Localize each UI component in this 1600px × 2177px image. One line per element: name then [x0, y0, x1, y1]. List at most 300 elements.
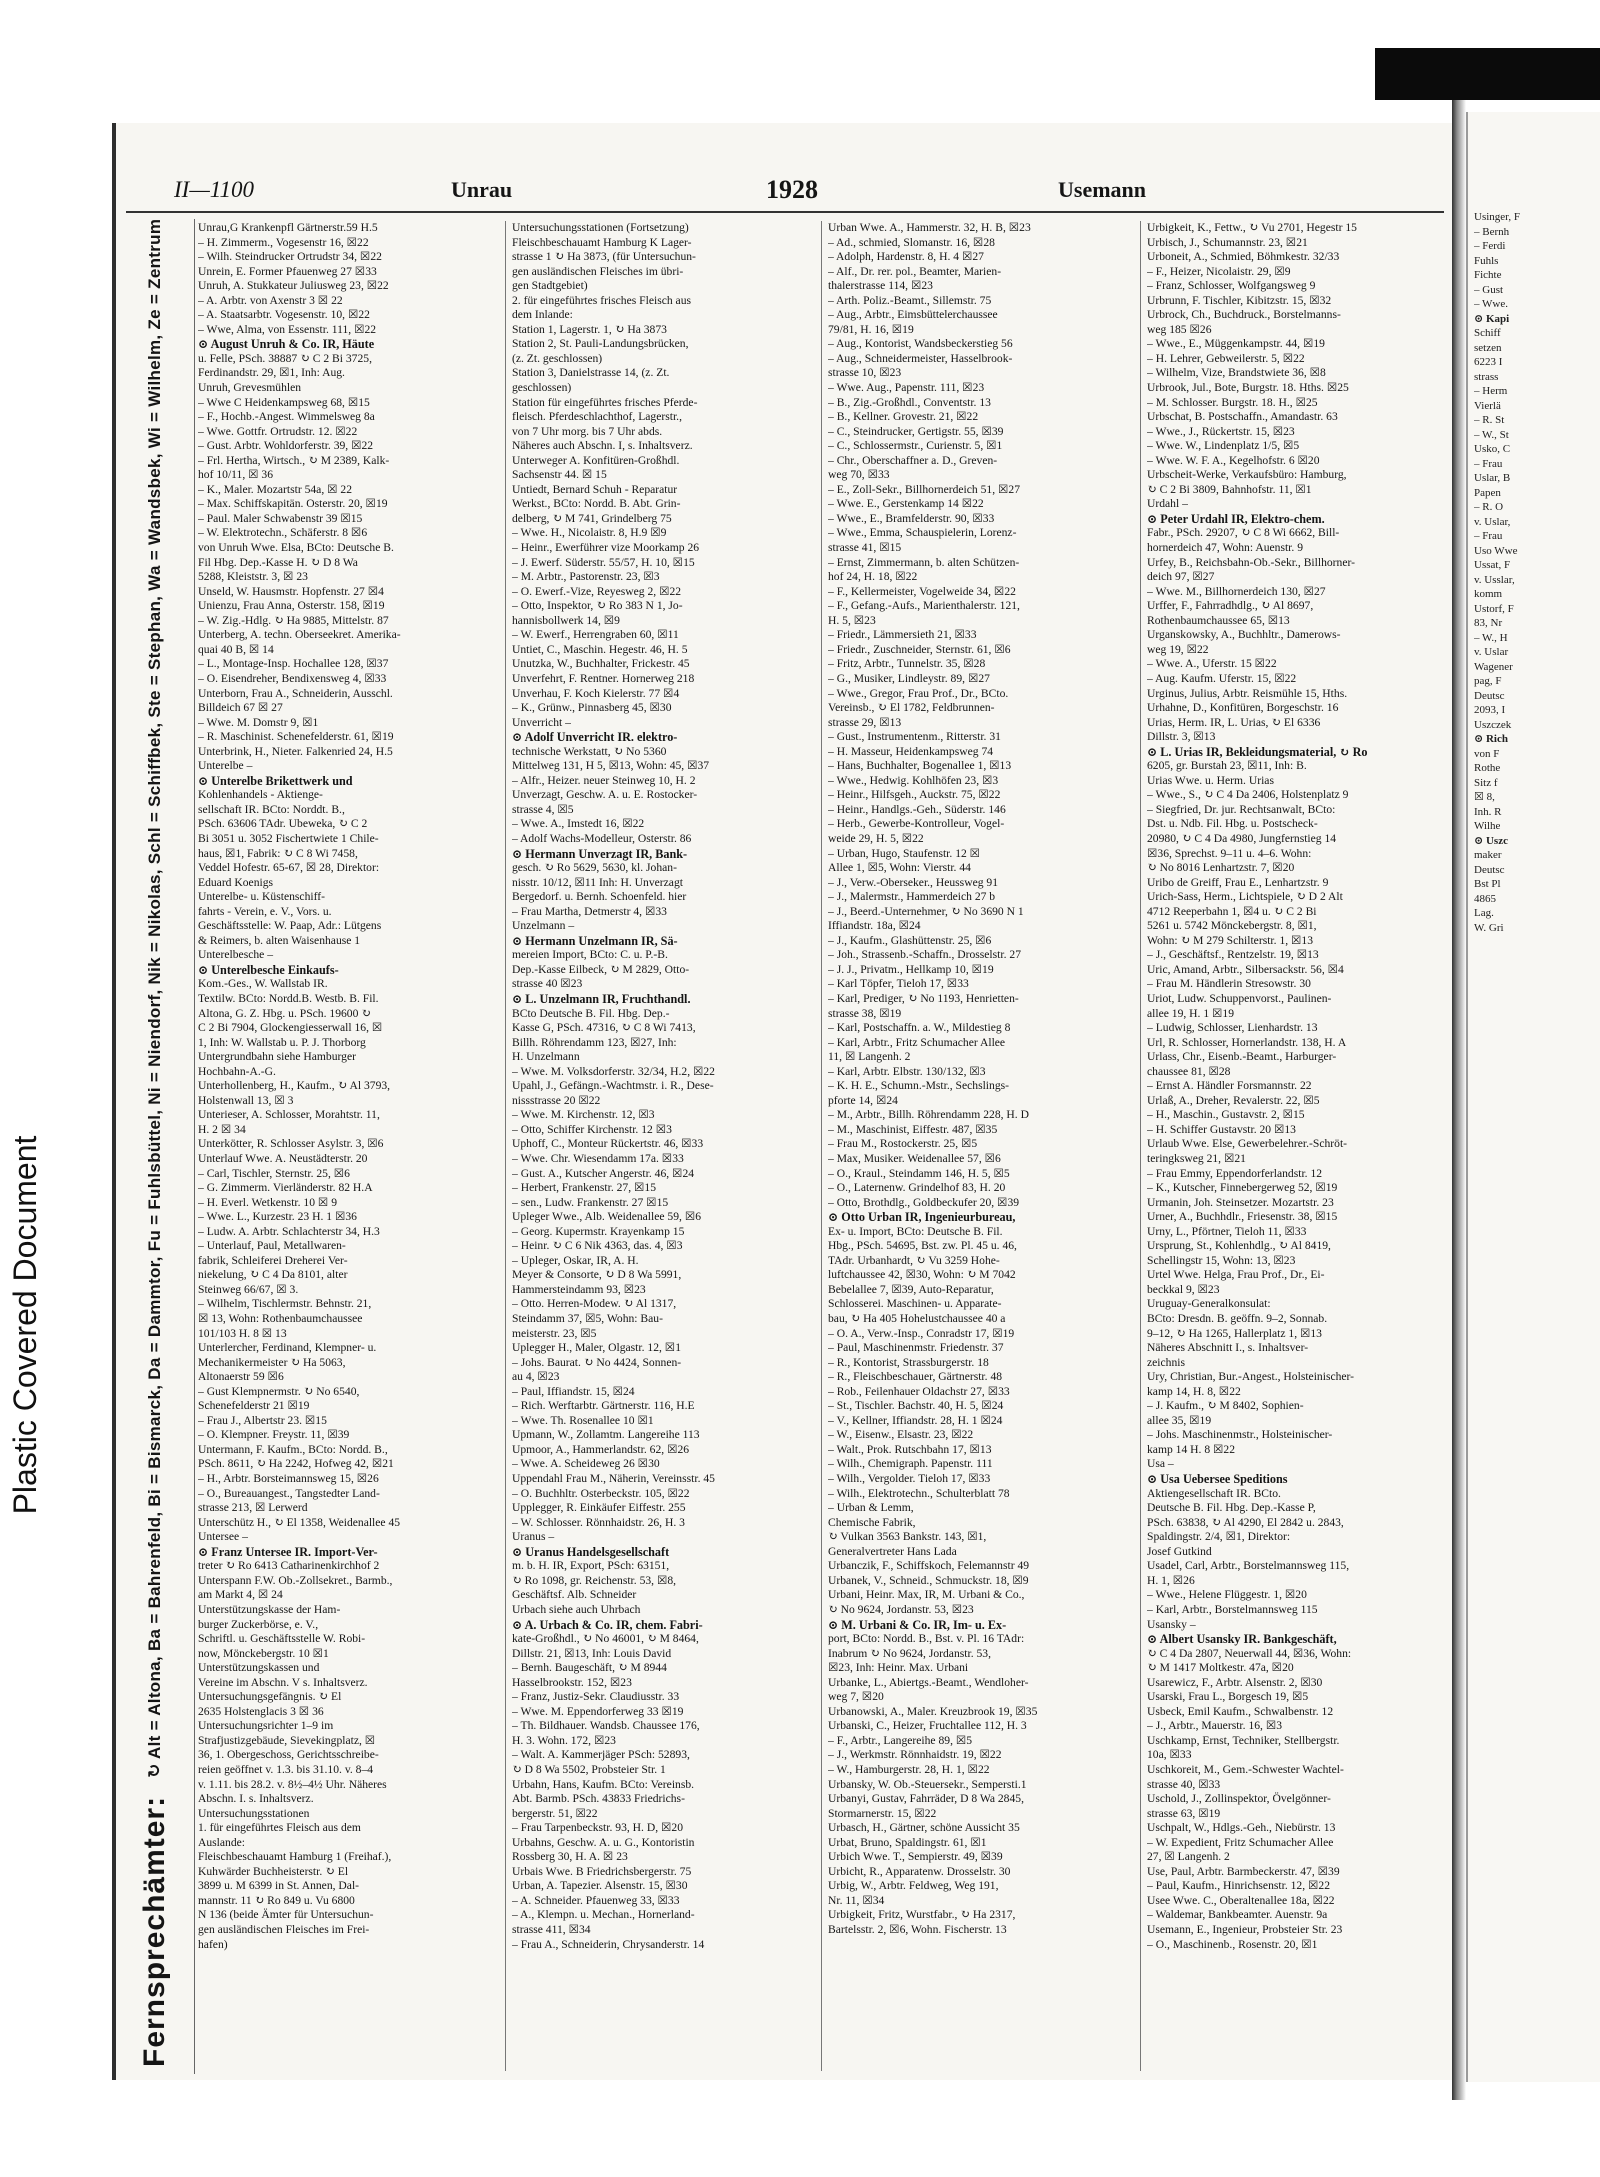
directory-entry: pforte 14, ☒24 — [828, 1093, 898, 1107]
directory-entry: – Paul, Iffiandstr. 15, ☒24 — [512, 1384, 635, 1398]
directory-entry: Upplegger, R. Einkäufer Eiffestr. 255 — [512, 1501, 686, 1515]
directory-entry: – B., Zig.-Großhdl., Conventstr. 13 — [828, 395, 991, 409]
directory-entry: gen ausländischen Fleisches im übri- — [512, 264, 684, 278]
directory-entry: Inabrum ↻ No 9624, Jordanstr. 53, — [828, 1646, 991, 1660]
directory-entry: – Bernh. Baugeschäft, ↻ M 8944 — [512, 1661, 667, 1675]
directory-entry: Urban, A. Tapezier. Alsenstr. 15, ☒30 — [512, 1879, 688, 1893]
directory-entry: – F., Hochb.-Angest. Wimmelsweg 8a — [198, 410, 375, 424]
directory-entry: – G., Musiker, Lindleystr. 89, ☒27 — [828, 671, 990, 685]
directory-entry: – O. Eisendreher, Bendixensweg 4, ☒33 — [198, 671, 387, 685]
directory-entry: – Karl, Prediger, ↻ No 1193, Henrietten- — [828, 991, 1019, 1005]
directory-entry: geschlossen) — [512, 381, 572, 395]
directory-entry: – Aug., Schneidermeister, Hasselbrook- — [828, 351, 1013, 365]
directory-entry: am Markt 4, ☒ 24 — [198, 1588, 283, 1602]
directory-entry: – K., Grünw., Pinnasberg 45, ☒30 — [512, 701, 672, 715]
directory-entry: – Arth. Poliz.-Beamt., Sillemstr. 75 — [828, 293, 992, 307]
directory-entry: strasse 41, ☒15 — [828, 541, 902, 555]
directory-entry: Unterlercher, Ferdinand, Klempner- u. — [198, 1341, 377, 1355]
directory-entry: ⊙ L. Unzelmann IR, Fruchthandl. — [512, 991, 691, 1006]
directory-entry: Use, Paul, Arbtr. Barmbeckerstr. 47, ☒39 — [1147, 1864, 1340, 1878]
directory-entry: – Otto, Brothdlg., Goldbeckufer 20, ☒39 — [828, 1195, 1020, 1209]
directory-entry: Dillstr. 3, ☒13 — [1147, 730, 1216, 744]
directory-entry: Urbig, W., Arbtr. Feldweg, Weg 191, — [828, 1879, 999, 1893]
directory-entry: ☒23, Inh: Heinr. Max. Urbani — [828, 1661, 969, 1675]
directory-entry: BCto: Dresdn. B. geöffn. 9–2, Sonnab. — [1147, 1312, 1328, 1326]
directory-entry: au 4, ☒23 — [512, 1370, 560, 1384]
directory-entry: Veddel Hofestr. 65-67, ☒ 28, Direktor: — [198, 861, 380, 875]
directory-entry: – Heinr., Ewerführer vize Moorkamp 26 — [512, 541, 700, 555]
directory-entry: – Wilhelm, Tischlermstr. Behnstr. 21, — [198, 1297, 372, 1311]
directory-entry: Fabr., PSch. 29207, ↻ C 8 Wi 6662, Bill- — [1147, 526, 1340, 540]
directory-entry: – H. Masseur, Heidenkampsweg 74 — [828, 744, 994, 758]
directory-entry: Uppendahl Frau M., Näherin, Vereinsstr. 45 — [512, 1472, 715, 1486]
directory-entry: port, BCto: Nordd. B., Bst. v. Pl. 16 TAdr: — [828, 1632, 1025, 1646]
directory-entry: Mittelweg 131, H 5, ☒13, Wohn: 45, ☒37 — [512, 759, 710, 773]
directory-entry: – Wwe. M. Volksdorferstr. 32/34, H.2, ☒22 — [512, 1064, 715, 1078]
directory-entry: – W., Hamburgerstr. 28, H. 1, ☒22 — [828, 1762, 990, 1776]
directory-entry: teringksweg 21, ☒21 — [1147, 1152, 1246, 1165]
directory-entry: Unverricht – — [512, 715, 571, 729]
column-divider — [505, 221, 506, 2071]
directory-entry: Fleischbeschauamt Hamburg 1 (Freihaf.), — [198, 1850, 392, 1864]
directory-entry: (z. Zt. geschlossen) — [512, 351, 603, 365]
directory-entry: Deutsche B. Fil. Hbg. Dep.-Kasse P, — [1147, 1501, 1316, 1515]
directory-entry: – Alfr., Heizer. neuer Steinweg 10, H. 2 — [512, 773, 696, 787]
directory-entry: – Adolf Wachs-Modelleur, Osterstr. 86 — [512, 831, 692, 845]
directory-entry: Unterbrink, H., Nieter. Falkenried 24, H.5 — [198, 744, 393, 758]
directory-entry: Unruh, A. Stukkateur Juliusweg 23, ☒22 — [198, 279, 389, 293]
next-page-fragment: pag, F — [1474, 675, 1502, 687]
directory-entry: strasse 29, ☒13 — [828, 715, 902, 729]
directory-entry: Billdeich 67 ☒ 27 — [198, 701, 283, 715]
directory-entry: Vereine im Abschn. V s. Inhaltsverz. — [198, 1675, 368, 1689]
directory-entry: strasse 10, ☒23 — [828, 366, 902, 380]
directory-entry: – G. Zimmerm. Vierländerstr. 82 H.A — [198, 1181, 373, 1195]
directory-entry: – J., Kaufm., Glashüttenstr. 25, ☒6 — [828, 933, 992, 947]
next-page-fragment: maker — [1474, 849, 1502, 861]
directory-entry: Textilw. BCto: Nordd.B. Westb. B. Fil. — [198, 991, 379, 1005]
directory-entry: – Fritz, Arbtr., Tunnelstr. 35, ☒28 — [828, 657, 986, 671]
directory-entry: ⊙ Franz Untersee IR. Import-Ver- — [198, 1544, 378, 1559]
directory-entry: – Th. Bildhauer. Wandsb. Chaussee 176, — [512, 1719, 700, 1733]
directory-entry: Altonaerstr 59 ☒6 — [198, 1370, 284, 1384]
directory-entry: weg 19, ☒22 — [1147, 642, 1209, 656]
directory-entry: 11, ☒ Langenh. 2 — [828, 1050, 911, 1064]
directory-entry: bergerstr. 51, ☒22 — [512, 1806, 598, 1820]
directory-entry: – Frau Martha, Detmerstr 4, ☒33 — [512, 904, 667, 918]
directory-entry: Dst. u. Ndb. Fil. Hbg. u. Postscheck- — [1147, 817, 1318, 831]
directory-entry: Geschäftsstelle: W. Paap, Adr.: Lütgens — [198, 919, 382, 933]
next-page-fragment: v. Uslar — [1474, 646, 1509, 658]
next-page-fragment: Fichte — [1474, 269, 1502, 281]
directory-entry: – M., Maschinist, Eiffestr. 487, ☒35 — [828, 1122, 998, 1136]
directory-entry: Strafjustizgebäude, Sievekingplatz, ☒ — [198, 1733, 376, 1747]
directory-entry: – Georg. Kupermstr. Krayenkamp 15 — [512, 1224, 685, 1238]
directory-entry: – J. J., Privatm., Hellkamp 10, ☒19 — [828, 962, 994, 976]
directory-entry: Usadel, Carl, Arbtr., Borstelmannsweg 115, — [1147, 1559, 1350, 1573]
directory-entry: Kohlenhandels - Aktienge- — [198, 788, 323, 802]
directory-entry: Untermann, F. Kaufm., BCto: Nordd. B., — [198, 1442, 388, 1456]
next-page-fragment: Usko, C — [1474, 443, 1511, 455]
next-page-fragment: Usinger, F — [1474, 211, 1521, 223]
directory-entry: H. 1, ☒26 — [1147, 1573, 1195, 1587]
directory-entry: 4712 Reeperbahn 1, ☒4 u. ↻ C 2 Bi — [1147, 904, 1317, 918]
directory-entry: ⊙ Uranus Handelsgesellschaft — [512, 1544, 670, 1559]
directory-entry: & Reimers, b. alten Waisenhause 1 — [198, 933, 361, 947]
directory-entry: Uranus – — [512, 1530, 555, 1544]
directory-entry: – Wilhelm, Vize, Brandstwiete 36, ☒8 — [1147, 366, 1326, 380]
directory-entry: – Wwe., Emma, Schauspielerin, Lorenz- — [828, 526, 1017, 540]
directory-entry: Uschold, J., Zollinspektor, Övelgönner- — [1147, 1792, 1331, 1806]
directory-entry: – Wwe. A., Imstedt 16, ☒22 — [512, 817, 645, 831]
directory-entry: strasse 40 ☒23 — [512, 977, 583, 991]
directory-entry: 1. für eingeführtes Fleisch aus dem — [198, 1821, 361, 1835]
directory-entry: Urbigkeit, Fritz, Wurstfabr., ↻ Ha 2317, — [828, 1908, 1016, 1922]
directory-entry: weide 29, H. 5, ☒22 — [828, 831, 924, 845]
directory-entry: – Max. Schiffskapitän. Osterstr. 20, ☒19 — [198, 497, 388, 511]
directory-entry: Urbscheit-Werke, Verkaufsbüro: Hamburg, — [1147, 468, 1347, 482]
directory-entry: – Herb., Gewerbe-Kontrolleur, Vogel- — [828, 817, 1005, 831]
directory-entry: Urganskowsky, A., Buchhltr., Damerows- — [1147, 628, 1341, 642]
directory-entry: ↻ C 2 Bi 3809, Bahnhofstr. 11, ☒1 — [1147, 482, 1312, 496]
directory-entry: Meyer & Consorte, ↻ D 8 Wa 5991, — [512, 1268, 682, 1282]
directory-entry: – V., Kellner, Iffiandstr. 28, H. 1 ☒24 — [828, 1413, 1003, 1427]
directory-entry: – Gust. Arbtr. Wohldorferstr. 39, ☒22 — [198, 439, 374, 453]
directory-entry: fabrik, Schleiferei Dreherei Ver- — [198, 1253, 348, 1267]
directory-entry: – Wwe, Alma, von Essenstr. 111, ☒22 — [198, 322, 377, 336]
directory-entry: – J., Arbtr., Mauerstr. 16, ☒3 — [1147, 1719, 1283, 1733]
directory-entry: Untersee – — [198, 1530, 248, 1544]
directory-entry: chaussee 81, ☒28 — [1147, 1064, 1231, 1078]
directory-entry: – Frau Tarpenbeckstr. 93, H. D, ☒20 — [512, 1821, 684, 1835]
next-page-fragment: – Herm — [1474, 385, 1508, 397]
directory-entry: – C., Steindrucker, Gertigstr. 55, ☒39 — [828, 424, 1004, 438]
directory-entry: – Johs. Baurat. ↻ No 4424, Sonnen- — [512, 1355, 682, 1369]
directory-entry: Vereinsb., ↻ El 1782, Feldbrunnen- — [828, 701, 995, 715]
directory-entry: Unterstützungskassen und — [198, 1661, 320, 1675]
directory-entry: haus, ☒1, Fabrik: ↻ C 8 Wi 7458, — [198, 846, 358, 860]
directory-entry: Urny, L., Pförtner, Tieloh 11, ☒33 — [1147, 1224, 1307, 1238]
directory-entry: Untersuchungsstationen (Fortsetzung) — [512, 221, 689, 234]
directory-entry: Unterlauf Wwe. A. Neustädterstr. 20 — [198, 1152, 368, 1165]
directory-entry: Upahl, J., Gefängn.-Wachtmstr. i. R., Dese- — [512, 1079, 714, 1093]
directory-entry: – Heinr., Hilfsgeh., Auckstr. 75, ☒22 — [828, 788, 1001, 802]
directory-entry: – Ernst, Zimmermann, b. alten Schützen- — [828, 555, 1020, 569]
directory-entry: Bartelsstr. 2, ☒6, Wohn. Fischerstr. 13 — [828, 1922, 1007, 1936]
directory-entry: Schenefelderstr 21 ☒19 — [198, 1399, 310, 1413]
directory-entry: Kasse G, PSch. 47316, ↻ C 8 Wi 7413, — [512, 1021, 696, 1035]
directory-entry: von Unruh Wwe. Elsa, BCto: Deutsche B. — [198, 541, 394, 555]
directory-entry: Urmanin, Joh. Steinsetzer. Mozartstr. 23 — [1147, 1195, 1334, 1209]
directory-entry: – Urban & Lemm, — [828, 1501, 914, 1515]
column-divider — [821, 221, 822, 2071]
directory-entry: Ferdinandstr. 29, ☒1, Inh: Aug. — [198, 366, 345, 380]
directory-entry: H. 3. Wohn. 172, ☒23 — [512, 1733, 616, 1747]
directory-entry: Unverhau, F. Koch Kielerstr. 77 ☒4 — [512, 686, 680, 700]
directory-entry: Josef Gutkind — [1147, 1544, 1212, 1558]
directory-entry: – B., Kellner. Grovestr. 21, ☒22 — [828, 410, 979, 424]
directory-entry: Uschpalt, W., Hdlgs.-Geh., Niebürstr. 13 — [1147, 1821, 1336, 1835]
directory-entry: – A. Schneider. Pfauenweg 33, ☒33 — [512, 1893, 680, 1907]
directory-entry: Untersuchungsstationen — [198, 1806, 310, 1820]
directory-entry: Holstenwall 13, ☒ 3 — [198, 1093, 294, 1107]
directory-entry: – E., Zoll-Sekr., Billhornerdeich 51, ☒27 — [828, 482, 1020, 496]
directory-entry: – Chr., Oberschaffner a. D., Greven- — [828, 453, 998, 467]
directory-entry: – M., Arbtr., Billh. Röhrendamm 228, H. D — [828, 1108, 1029, 1122]
directory-entry: – Wilh. Steindrucker Ortrudstr 34, ☒22 — [198, 250, 382, 264]
directory-entry: Unutzka, W., Buchhalter, Frickestr. 45 — [512, 657, 690, 671]
directory-entry: ↻ M 1417 Moltkestr. 47a, ☒20 — [1147, 1661, 1294, 1675]
directory-entry: Rothenbaumchaussee 65, ☒13 — [1147, 613, 1290, 627]
directory-entry: hornerdeich 47, Wohn: Auenstr. 9 — [1147, 541, 1303, 555]
directory-entry: 9–12, ↻ Ha 1265, Hallerplatz 1, ☒13 — [1147, 1326, 1322, 1340]
directory-entry: allee 35, ☒19 — [1147, 1413, 1212, 1427]
directory-entry: Unterieser, A. Schlosser, Morahtstr. 11, — [198, 1108, 380, 1122]
directory-entry: – Wwe. E., Gerstenkamp 14 ☒22 — [828, 497, 984, 511]
directory-entry: Urbanke, L., Abiertgs.-Beamt., Wendloher- — [828, 1675, 1029, 1689]
directory-entry: Schlosserei. Maschinen- u. Apparate- — [828, 1297, 1002, 1311]
directory-entry: Dillstr. 21, ☒13, Inh: Louis David — [512, 1646, 672, 1660]
next-page-fragment: Bst Pl — [1474, 878, 1501, 890]
column-divider — [1140, 221, 1141, 2071]
next-page-fragment: – Frau — [1474, 457, 1503, 470]
directory-entry: meisterstr. 23, ☒5 — [512, 1326, 597, 1340]
directory-entry: – Friedr., Lämmersieth 21, ☒33 — [828, 628, 977, 642]
directory-entry: Urbanyi, Gustav, Fahrräder, D 8 Wa 2845, — [828, 1792, 1024, 1806]
directory-entry: Allee 1, ☒5, Wohn: Vierstr. 44 — [828, 861, 971, 875]
directory-entry: – W. Zig.-Hdlg. ↻ Ha 9885, Mittelstr. 87 — [198, 613, 389, 627]
directory-entry: – St., Tischler. Bachstr. 40, H. 5, ☒24 — [828, 1399, 1004, 1413]
directory-entry: Chemische Fabrik, — [828, 1515, 916, 1529]
directory-entry: ⊙ Albert Usansky IR. Bankgeschäft, — [1147, 1632, 1337, 1647]
directory-entry: Hochbahn-A.-G. — [198, 1064, 276, 1078]
directory-entry: Unterelbesche – — [198, 948, 274, 962]
directory-entry: Unterstützungskasse der Ham- — [198, 1602, 341, 1616]
directory-entry: – Herbert, Frankenstr. 27, ☒15 — [512, 1181, 657, 1195]
directory-entry: ⊙ Otto Urban IR, Ingenieurbureau, — [828, 1210, 1016, 1225]
directory-entry: – J., Werkmstr. Rönnhaidstr. 19, ☒22 — [828, 1748, 1002, 1762]
directory-entry: fleisch. Pferdeschlachthof, Lagerstr., — [512, 410, 682, 424]
next-page-fragment: 83, Nr — [1474, 617, 1503, 629]
header-year: 1928 — [766, 175, 818, 204]
directory-entry: – J., Geschäftsf., Rentzelstr. 19, ☒13 — [1147, 948, 1319, 962]
directory-entry: Urbach siehe auch Uhrbach — [512, 1602, 641, 1616]
directory-entry: Urbahns, Geschw. A. u. G., Kontoristin — [512, 1835, 695, 1849]
directory-entry: Uschkamp, Ernst, Techniker, Stellbergstr. — [1147, 1733, 1340, 1747]
directory-entry: Nr. 11, ☒34 — [828, 1893, 885, 1907]
directory-entry: – M. Schlosser. Burgstr. 18. H., ☒25 — [1147, 395, 1318, 409]
directory-entry: ⊙ Peter Urdahl IR, Elektro-chem. — [1147, 511, 1325, 526]
directory-entry: – H. Lehrer, Gebweilerstr. 5, ☒22 — [1147, 351, 1305, 365]
directory-entry: gesch. ↻ Ro 5629, 5630, kl. Johan- — [512, 861, 677, 875]
header-first-name: Unrau — [451, 177, 513, 202]
directory-entry: Spaldingstr. 2/4, ☒1, Direktor: — [1147, 1530, 1291, 1544]
directory-entry: – Wwe. W., Lindenplatz 1/5, ☒5 — [1147, 439, 1300, 453]
directory-entry: niekelung, ↻ C 4 Da 8101, alter — [198, 1268, 348, 1282]
directory-entry: – Paul, Kaufm., Hinrichsenstr. 12, ☒22 — [1147, 1879, 1330, 1893]
directory-entry: – Joh., Strassenb.-Schaffn., Drosselstr. 27 — [828, 948, 1022, 962]
next-page-fragment: – Wwe. — [1474, 298, 1509, 310]
directory-entry: – Friedr., Zuschneider, Sternstr. 61, ☒6 — [828, 642, 1011, 656]
directory-entry: – R., Kontorist, Strassburgerstr. 18 — [828, 1355, 989, 1369]
directory-entry: – Wwe. M. Eppendorferweg 33 ☒19 — [512, 1704, 684, 1718]
directory-entry: Unverzagt, Geschw. A. u. E. Rostocker- — [512, 788, 698, 802]
directory-entry: Uruguay-Generalkonsulat: — [1147, 1297, 1271, 1311]
directory-entry: – J., Verw.-Oberseker., Heussweg 91 — [828, 875, 999, 889]
directory-entry: Uribo de Greiff, Frau E., Lenhartzstr. 9 — [1147, 875, 1329, 889]
directory-entry: Unterspann F.W. Ob.-Zollsekret., Barmb., — [198, 1573, 393, 1587]
directory-entry: – Unterlauf, Paul, Metallwaren- — [198, 1239, 346, 1253]
directory-entry: Unverfehrt, F. Rentner. Hornerweg 218 — [512, 671, 695, 685]
directory-entry: dem Inlande: — [512, 308, 573, 322]
directory-entry: – Rich. Werftarbtr. Gärtnerstr. 116, H.E — [512, 1399, 695, 1413]
directory-entry: Upmoor, A., Hammerlandstr. 62, ☒26 — [512, 1442, 690, 1456]
directory-entry: ☒36, Sprechst. 9–11 u. 4–6. Wohn: — [1147, 846, 1312, 860]
directory-entry: Uriot, Ludw. Schuppenvorst., Paulinen- — [1147, 991, 1332, 1005]
next-page-fragment: Lag. — [1474, 907, 1494, 919]
directory-entry: – O., Bureauangest., Tangstedter Land- — [198, 1486, 380, 1500]
directory-entry: – Wwe. Aug., Papenstr. 111, ☒23 — [828, 381, 985, 395]
next-page-fragment: – R. O — [1474, 501, 1504, 513]
directory-entry: – Hans, Buchhalter, Bogenallee 1, ☒13 — [828, 759, 1012, 773]
directory-entry: now, Mönckebergstr. 10 ☒1 — [198, 1646, 329, 1660]
next-page-fragment: Ustorf, F — [1474, 602, 1514, 615]
directory-entry: – Karl, Arbtr., Fritz Schumacher Allee — [828, 1035, 1006, 1049]
directory-entry: – W., Eisenw., Elsastr. 23, ☒22 — [828, 1428, 974, 1442]
directory-entry: – Wwe. W. F. A., Kegelhofstr. 6 ☒20 — [1147, 453, 1320, 467]
directory-entry: kamp 14 H. 8 ☒22 — [1147, 1442, 1236, 1456]
directory-entry: H. 5, ☒23 — [828, 613, 876, 627]
directory-entry: Steinweg 66/67, ☒ 3. — [198, 1282, 299, 1296]
directory-entry: – H. Schiffer Gustavstr. 20 ☒13 — [1147, 1122, 1296, 1136]
directory-entry: Ury, Christian, Bur.-Angest., Holsteinischer- — [1147, 1370, 1355, 1384]
directory-entry: Urdahl – — [1147, 497, 1188, 511]
directory-entry: – Wwe., Hedwig. Kohlhöfen 23, ☒3 — [828, 773, 999, 787]
directory-entry: – R. Maschinist. Schenefelderstr. 61, ☒19 — [198, 730, 394, 744]
directory-entry: ⊙ L. Urias IR, Bekleidungsmaterial, ↻ Ro — [1147, 744, 1368, 759]
directory-entry: ☒ 13, Wohn: Rothenbaumchaussee — [198, 1312, 363, 1326]
directory-entry: – Franz, Schlosser, Wolfgangsweg 9 — [1147, 279, 1316, 293]
next-page-fragment: von F — [1474, 747, 1500, 760]
directory-entry: Unseld, W. Hausmstr. Hopfenstr. 27 ☒4 — [198, 584, 384, 598]
directory-entry: Urginus, Julius, Arbtr. Reismühle 15, Hths. — [1147, 686, 1348, 700]
directory-entry: BCto Deutsche B. Fil. Hbg. Dep.- — [512, 1006, 670, 1020]
next-page-fragment: – Bernh — [1474, 225, 1510, 238]
directory-entry: – Urban, Hugo, Staufenstr. 12 ☒ — [828, 846, 981, 860]
directory-entry: – Ludwig, Schlosser, Lienhardstr. 13 — [1147, 1021, 1318, 1035]
directory-entry: – W. Expedient, Fritz Schumacher Allee — [1147, 1835, 1334, 1849]
directory-entry: – A. Staatsarbtr. Vogesenstr. 10, ☒22 — [198, 308, 370, 322]
directory-entry: Urner, A., Buchhdlr., Friesenstr. 38, ☒15 — [1147, 1210, 1338, 1224]
directory-entry: – J., Beerd.-Unternehmer, ↻ No 3690 N 1 — [828, 904, 1024, 918]
directory-entry: ⊙ A. Urbach & Co. IR, chem. Fabri- — [512, 1617, 703, 1632]
exchange-legend-sidebar — [116, 219, 195, 2074]
directory-entry: – Wwe. M., Billhornerdeich 130, ☒27 — [1147, 584, 1326, 598]
directory-page — [112, 123, 1454, 2080]
directory-entry: hof 10/11, ☒ 36 — [198, 468, 274, 482]
next-page-fragment: W. Gri — [1474, 921, 1504, 934]
directory-entry: – Upleger, Oskar, IR, A. H. — [512, 1253, 639, 1267]
exchange-legend-heading: Fernsprechämter: — [138, 1795, 171, 2067]
next-page-fragment: Sitz f — [1474, 776, 1498, 789]
directory-entry: – Franz, Justiz-Sekr. Claudiusstr. 33 — [512, 1690, 680, 1704]
directory-entry: – Wwe. Th. Rosenallee 10 ☒1 — [512, 1413, 654, 1427]
directory-entry: PSch. 63606 TAdr. Ubeweka, ↻ C 2 — [198, 817, 368, 831]
directory-entry: – Wwe., S., ↻ C 4 Da 2406, Holstenplatz 9 — [1147, 788, 1349, 802]
next-page-fragment: Inh. R — [1474, 805, 1502, 818]
directory-entry: – O. Ewerf.-Vize, Reyesweg 2, ☒22 — [512, 584, 682, 598]
directory-entry: Upleger Wwe., Alb. Weidenallee 59, ☒6 — [512, 1210, 702, 1224]
directory-entry: – Wwe. A., Uferstr. 15 ☒22 — [1147, 657, 1277, 671]
next-page-fragment: Schiff — [1474, 327, 1501, 339]
directory-entry: – Walt. A. Kammerjäger PSch: 52893, — [512, 1748, 690, 1762]
directory-entry: – W. Ewerf., Herrengraben 60, ☒11 — [512, 628, 679, 642]
directory-entry: Upmann, W., Zollamtm. Langereihe 113 — [512, 1428, 700, 1442]
directory-entry: Kuhwärder Buchheisterstr. ↻ El — [198, 1864, 349, 1878]
directory-entry: Hammersteindamm 93, ☒23 — [512, 1282, 646, 1296]
directory-entry: – Paul, Maschinenmstr. Friedenstr. 37 — [828, 1341, 1004, 1355]
directory-entry: nissstrasse 20 ☒22 — [512, 1093, 601, 1107]
directory-entry: – Siegfried, Dr. jur. Rechtsanwalt, BCto: — [1147, 802, 1336, 816]
directory-entry: delberg, ↻ M 741, Grindelberg 75 — [512, 511, 672, 525]
directory-entry: hof 24, H. 18, ☒22 — [828, 570, 918, 584]
directory-entry: ⊙ Unterelbesche Einkaufs- — [198, 962, 339, 977]
next-page-fragment: Papen — [1474, 486, 1501, 499]
directory-entry: – O., Kraul., Steindamm 146, H. 5, ☒5 — [828, 1166, 1010, 1180]
side-label: Plastic Covered Document — [7, 1135, 43, 1515]
column-1 — [198, 221, 498, 1952]
directory-entry: weg 7, ☒20 — [828, 1690, 884, 1704]
directory-entry: – Wwe. H., Nicolaistr. 8, H.9 ☒9 — [512, 526, 667, 540]
directory-entry: ↻ No 8016 Lenhartzstr. 7, ☒20 — [1147, 861, 1295, 875]
next-page-fragment: ⊙ Uszc — [1474, 834, 1508, 847]
next-page-fragment: Ussat, F — [1474, 559, 1511, 571]
directory-entry: – W. Elektrotechn., Schäferstr. 8 ☒6 — [198, 526, 368, 540]
directory-entry: Unterberg, A. techn. Oberseekret. Amerika- — [198, 628, 401, 642]
next-page-column — [1474, 210, 1600, 935]
directory-entry: – Ludw. A. Arbtr. Schlachterstr 34, H.3 — [198, 1224, 380, 1238]
directory-entry: Bergedorf. u. Bernh. Schoenfeld. hier — [512, 890, 687, 904]
directory-entry: Unienzu, Frau Anna, Osterstr. 158, ☒19 — [198, 599, 385, 613]
directory-entry: Schellingstr 15, Wohn: 13, ☒23 — [1147, 1253, 1296, 1267]
directory-entry: Urlaub Wwe. Else, Gewerbelehrer.-Schröt- — [1147, 1137, 1348, 1151]
directory-entry: Urbrock, Ch., Buchdruck., Borstelmanns- — [1147, 308, 1341, 322]
directory-entry: – Wwe. A. Scheideweg 26 ☒30 — [512, 1457, 660, 1471]
directory-entry: Unzelmann – — [512, 919, 575, 933]
directory-entry: – Ernst A. Händler Forsmannstr. 22 — [1147, 1079, 1312, 1093]
directory-entry: Unrein, E. Former Pfauenweg 27 ☒33 — [198, 264, 377, 278]
directory-entry: mannstr. 11 ↻ Ro 849 u. Vu 6800 — [198, 1893, 355, 1907]
directory-entry: Urtel Wwe. Helga, Frau Prof., Dr., Ei- — [1147, 1268, 1325, 1282]
next-page-fragment: Wilhe — [1474, 820, 1501, 832]
directory-entry: – Wwe. Gottfr. Ortrudstr. 12. ☒22 — [198, 424, 358, 438]
directory-entry: deich 97, ☒27 — [1147, 570, 1215, 584]
directory-entry: – Wwe., Helene Flüggestr. 1, ☒20 — [1147, 1588, 1307, 1602]
directory-entry: Hbg., PSch. 54695, Bst. zw. Pl. 45 u. 46, — [828, 1239, 1017, 1253]
directory-entry: – H., Maschin., Gustavstr. 2, ☒15 — [1147, 1108, 1305, 1122]
directory-entry: 20980, ↻ C 4 Da 4980, Jungfernstieg 14 — [1147, 831, 1337, 845]
directory-entry: Urich-Sass, Herm., Lichtspiele, ↻ D 2 Alt — [1147, 890, 1343, 904]
directory-entry: u. Felle, PSch. 38887 ↻ C 2 Bi 3725, — [198, 351, 372, 365]
directory-entry: – Walt., Prok. Rutschbahn 17, ☒13 — [828, 1442, 992, 1456]
directory-entry: – H. Everl. Wetkenstr. 10 ☒ 9 — [198, 1195, 338, 1209]
directory-entry: Urbais Wwe. B Friedrichsbergerstr. 75 — [512, 1864, 692, 1878]
directory-entry: H. 2 ☒ 34 — [198, 1122, 246, 1136]
next-page-fragment: ⊙ Kapi — [1474, 312, 1510, 325]
directory-entry: Urbasch, H., Gärtner, schöne Aussicht 35 — [828, 1821, 1020, 1835]
directory-entry: kamp 14, H. 8, ☒22 — [1147, 1384, 1241, 1398]
directory-entry: 79/81, H. 16, ☒19 — [828, 322, 914, 336]
